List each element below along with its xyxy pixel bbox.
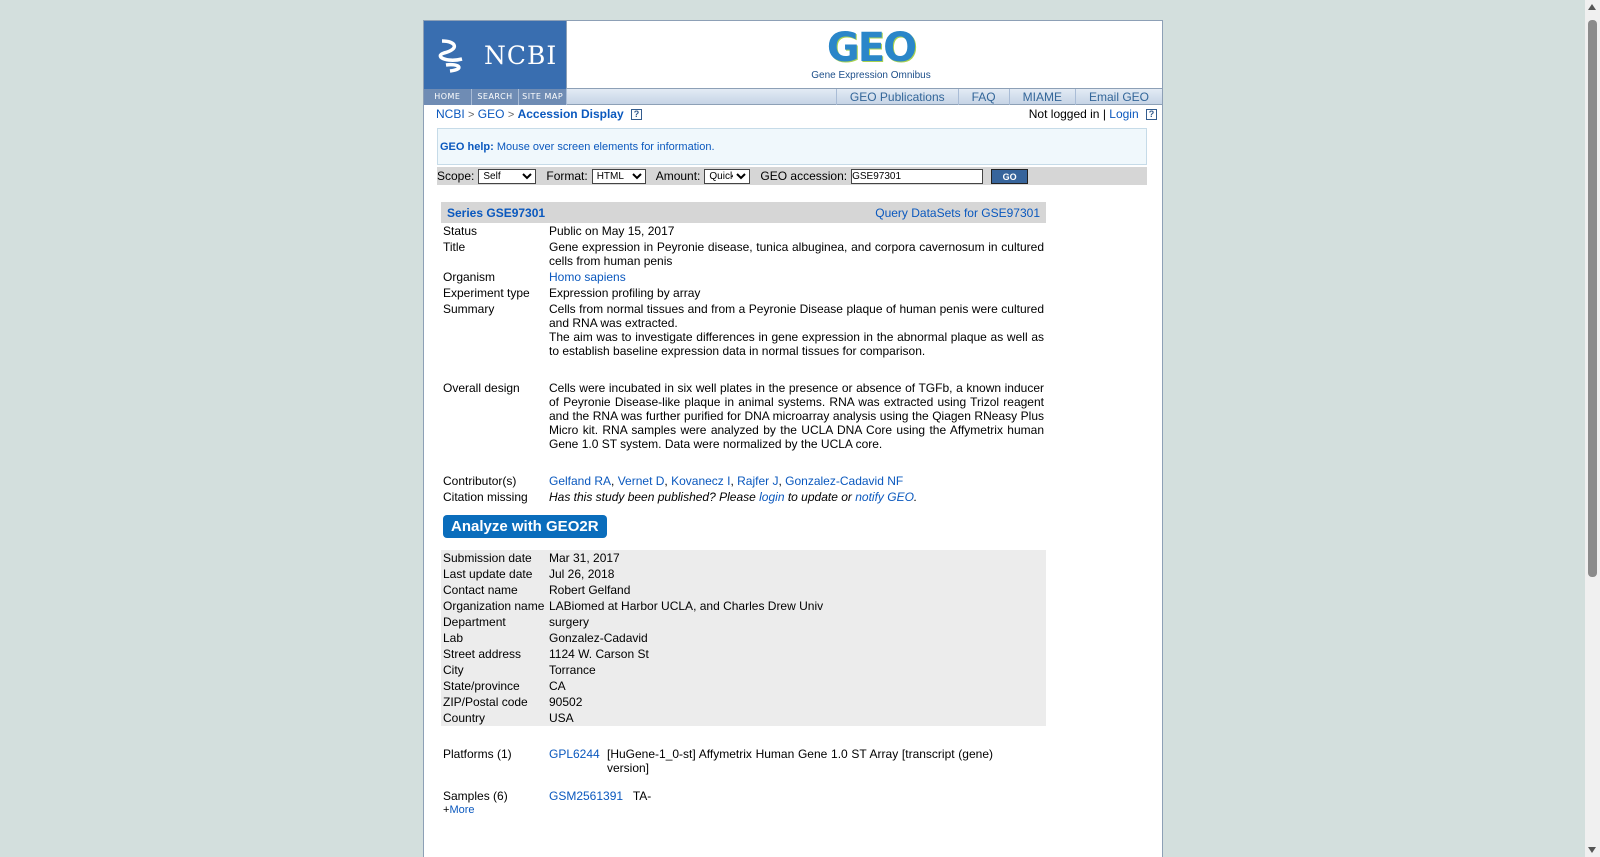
nav-buttons xyxy=(424,89,567,105)
table-row xyxy=(441,301,1046,380)
analyze-geo2r-button[interactable]: Analyze with GEO2R xyxy=(443,515,607,538)
scrollbar-thumb[interactable] xyxy=(1588,20,1597,577)
geo-publications-link[interactable]: GEO Publications xyxy=(836,89,958,105)
faq-link[interactable]: FAQ xyxy=(958,89,1009,105)
query-bar xyxy=(437,167,1147,185)
nav-search-button[interactable]: SEARCH xyxy=(472,89,520,105)
email-geo-link[interactable]: Email GEO xyxy=(1075,89,1162,105)
nav-sitemap-button[interactable]: SITE MAP xyxy=(519,89,567,105)
scope-select[interactable] xyxy=(478,169,536,184)
spacer-row xyxy=(441,776,1046,788)
samples-more-link[interactable]: More xyxy=(449,804,475,816)
table-row xyxy=(441,678,1046,694)
contact-key: Last update date xyxy=(441,566,547,582)
geo-help-text: Mouse over screen elements for information. xyxy=(496,141,715,153)
amount-label: Amount: xyxy=(655,169,701,183)
breadcrumb-separator: > xyxy=(468,109,475,121)
contact-value: Jul 26, 2018 xyxy=(547,566,1046,582)
expand-icon: + xyxy=(443,804,450,816)
platforms-key: Platforms (1) xyxy=(443,747,512,761)
breadcrumb-row xyxy=(424,105,1162,125)
sample-link[interactable]: GSM2561391 xyxy=(549,789,624,803)
organism-link[interactable]: Homo sapiens xyxy=(549,270,626,284)
contact-key: ZIP/Postal code xyxy=(441,694,547,710)
contact-value: CA xyxy=(547,678,1046,694)
series-header xyxy=(441,202,1046,223)
table-row xyxy=(441,694,1046,710)
geo-help-label: GEO help: xyxy=(440,141,494,153)
contact-key: City xyxy=(441,662,547,678)
breadcrumb-ncbi[interactable]: NCBI xyxy=(436,107,465,121)
samples-more[interactable] xyxy=(443,803,545,817)
series-info-table xyxy=(441,223,1046,505)
scroll-down-icon[interactable] xyxy=(1588,847,1596,853)
table-row xyxy=(547,746,995,776)
contact-key: Lab xyxy=(441,630,547,646)
amount-select[interactable] xyxy=(704,169,750,184)
status-key: Status xyxy=(443,224,478,238)
table-row xyxy=(441,223,1046,239)
summary-key: Summary xyxy=(443,302,495,316)
geo-logo-text: GEO xyxy=(826,25,916,71)
contact-key: Country xyxy=(441,710,547,726)
contact-key: Street address xyxy=(441,646,547,662)
breadcrumb xyxy=(436,107,642,121)
contact-value: 90502 xyxy=(547,694,1046,710)
table-row xyxy=(441,598,1046,614)
login-status: Not logged in | xyxy=(1028,107,1106,121)
experiment-type-key: Experiment type xyxy=(443,286,530,300)
contributor-link[interactable]: Vernet D xyxy=(617,474,665,488)
contributors-key: Contributor(s) xyxy=(443,474,517,488)
status-value: Public on May 15, 2017 xyxy=(549,224,675,238)
contact-table xyxy=(441,550,1046,818)
experiment-type-value: Expression profiling by array xyxy=(549,286,701,300)
scrollbar[interactable] xyxy=(1585,0,1600,857)
contact-value: Gonzalez-Cadavid xyxy=(547,630,1046,646)
login-help-icon[interactable]: ? xyxy=(1146,109,1157,120)
contact-key: Organization name xyxy=(441,598,547,614)
table-row xyxy=(441,582,1046,598)
title-key: Title xyxy=(443,240,466,254)
breadcrumb-separator: > xyxy=(507,109,515,121)
overall-design-value: Cells were incubated in six well plates in the presence or absence of TGFb, a known inducer of Peyronie Disease-like plaque in animal systems. RNA was extracted using Trizol reagent and the RNA was further purified for DNA microarray analysis using the Qiagen RNeasy Plus Micro kit. RNA samples were analyzed by the UCLA DNA Core using the Affymetrix human Gene 1.0 ST system. Data were normalized by the UCLA core. xyxy=(549,381,1044,451)
ncbi-logo-text: NCBI xyxy=(484,40,558,70)
samples-key: Samples (6) xyxy=(443,789,508,803)
geo-logo-subtitle: Gene Expression Omnibus xyxy=(811,70,931,81)
table-row xyxy=(441,566,1046,582)
geo-help-box xyxy=(437,128,1147,165)
table-row xyxy=(441,710,1046,726)
citation-login-link[interactable]: login xyxy=(759,490,785,504)
contact-key: Submission date xyxy=(441,550,547,566)
login-area xyxy=(1029,107,1157,121)
format-label: Format: xyxy=(546,169,588,183)
series-title: Series GSE97301 xyxy=(447,206,546,220)
help-icon[interactable]: ? xyxy=(631,109,642,120)
contact-key: State/province xyxy=(441,678,547,694)
platform-link[interactable]: GPL6244 xyxy=(549,747,600,761)
platform-description: [HuGene-1_0-st] Affymetrix Human Gene 1.0 ST Array [transcript (gene) version] xyxy=(607,747,993,775)
scroll-up-icon[interactable] xyxy=(1588,4,1596,10)
spacer-row xyxy=(441,726,1046,746)
ncbi-helix-icon xyxy=(436,35,470,75)
query-datasets-link[interactable]: Query DataSets for GSE97301 xyxy=(875,206,1040,220)
contributor-link[interactable]: Gelfand RA xyxy=(549,474,612,488)
platforms-table xyxy=(547,746,995,776)
contributor-link[interactable]: Gonzalez-Cadavid NF xyxy=(785,474,904,488)
table-row xyxy=(441,550,1046,566)
table-row xyxy=(441,746,1046,776)
page-container xyxy=(423,20,1163,857)
series-content xyxy=(441,202,1046,818)
accession-input[interactable] xyxy=(851,169,983,184)
table-row xyxy=(441,239,1046,269)
scope-label: Scope: xyxy=(437,169,475,183)
table-row xyxy=(441,489,1046,505)
overall-design-key: Overall design xyxy=(443,381,520,395)
contact-value: LABiomed at Harbor UCLA, and Charles Drew Univ xyxy=(547,598,1046,614)
geo-logo[interactable] xyxy=(796,27,946,81)
contact-value: 1124 W. Carson St xyxy=(547,646,1046,662)
contact-key: Department xyxy=(441,614,547,630)
contact-value: surgery xyxy=(547,614,1046,630)
table-row xyxy=(441,630,1046,646)
table-row xyxy=(441,285,1046,301)
summary-paragraph-1: Cells from normal tissues and from a Peyronie Disease plaque of human penis were cultured and RNA was extracted. xyxy=(549,302,1044,330)
citation-value xyxy=(547,489,1046,505)
go-button[interactable]: GO xyxy=(991,169,1028,184)
nav-home-button[interactable]: HOME xyxy=(424,89,472,105)
contact-value: Torrance xyxy=(547,662,1046,678)
contact-key: Contact name xyxy=(441,582,547,598)
ncbi-logo[interactable] xyxy=(424,21,567,89)
header xyxy=(424,21,1162,89)
breadcrumb-current: Accession Display xyxy=(517,107,624,121)
citation-text: . xyxy=(913,490,918,504)
table-row xyxy=(441,646,1046,662)
top-links xyxy=(836,89,1162,105)
contributor-link[interactable]: Rajfer J xyxy=(737,474,779,488)
miame-link[interactable]: MIAME xyxy=(1009,89,1075,105)
sample-description: TA- xyxy=(632,789,652,803)
contact-value: Robert Gelfand xyxy=(547,582,1046,598)
table-row xyxy=(441,380,1046,473)
title-value: Gene expression in Peyronie disease, tunica albuginea, and corpora cavernosum in cultured cells from human penis xyxy=(549,240,1044,268)
contact-value: Mar 31, 2017 xyxy=(547,550,1046,566)
table-row xyxy=(441,614,1046,630)
citation-text: Has this study been published? Please xyxy=(549,490,760,504)
format-select[interactable] xyxy=(592,169,646,184)
accession-label: GEO accession: xyxy=(760,169,848,183)
organism-key: Organism xyxy=(443,270,496,284)
table-row xyxy=(441,269,1046,285)
contributor-link[interactable]: Kovanecz I xyxy=(671,474,731,488)
table-row xyxy=(441,662,1046,678)
navbar xyxy=(424,89,1162,105)
notify-geo-link[interactable]: notify GEO xyxy=(855,490,914,504)
citation-text: to update or xyxy=(784,490,856,504)
summary-paragraph-2: The aim was to investigate differences in gene expression in the abnormal plaque as well as to establish baseline expression data in normal tissues for comparison. xyxy=(549,330,1044,358)
table-row xyxy=(441,473,1046,489)
contributors-list: Gelfand RA, Vernet D, Kovanecz I, Rajfer J, Gonzalez-Cadavid NF xyxy=(549,474,904,488)
contact-value: USA xyxy=(547,710,1046,726)
citation-key: Citation missing xyxy=(443,490,528,504)
table-row xyxy=(441,788,1046,818)
breadcrumb-geo[interactable]: GEO xyxy=(477,107,505,121)
login-link[interactable]: Login xyxy=(1109,107,1139,121)
